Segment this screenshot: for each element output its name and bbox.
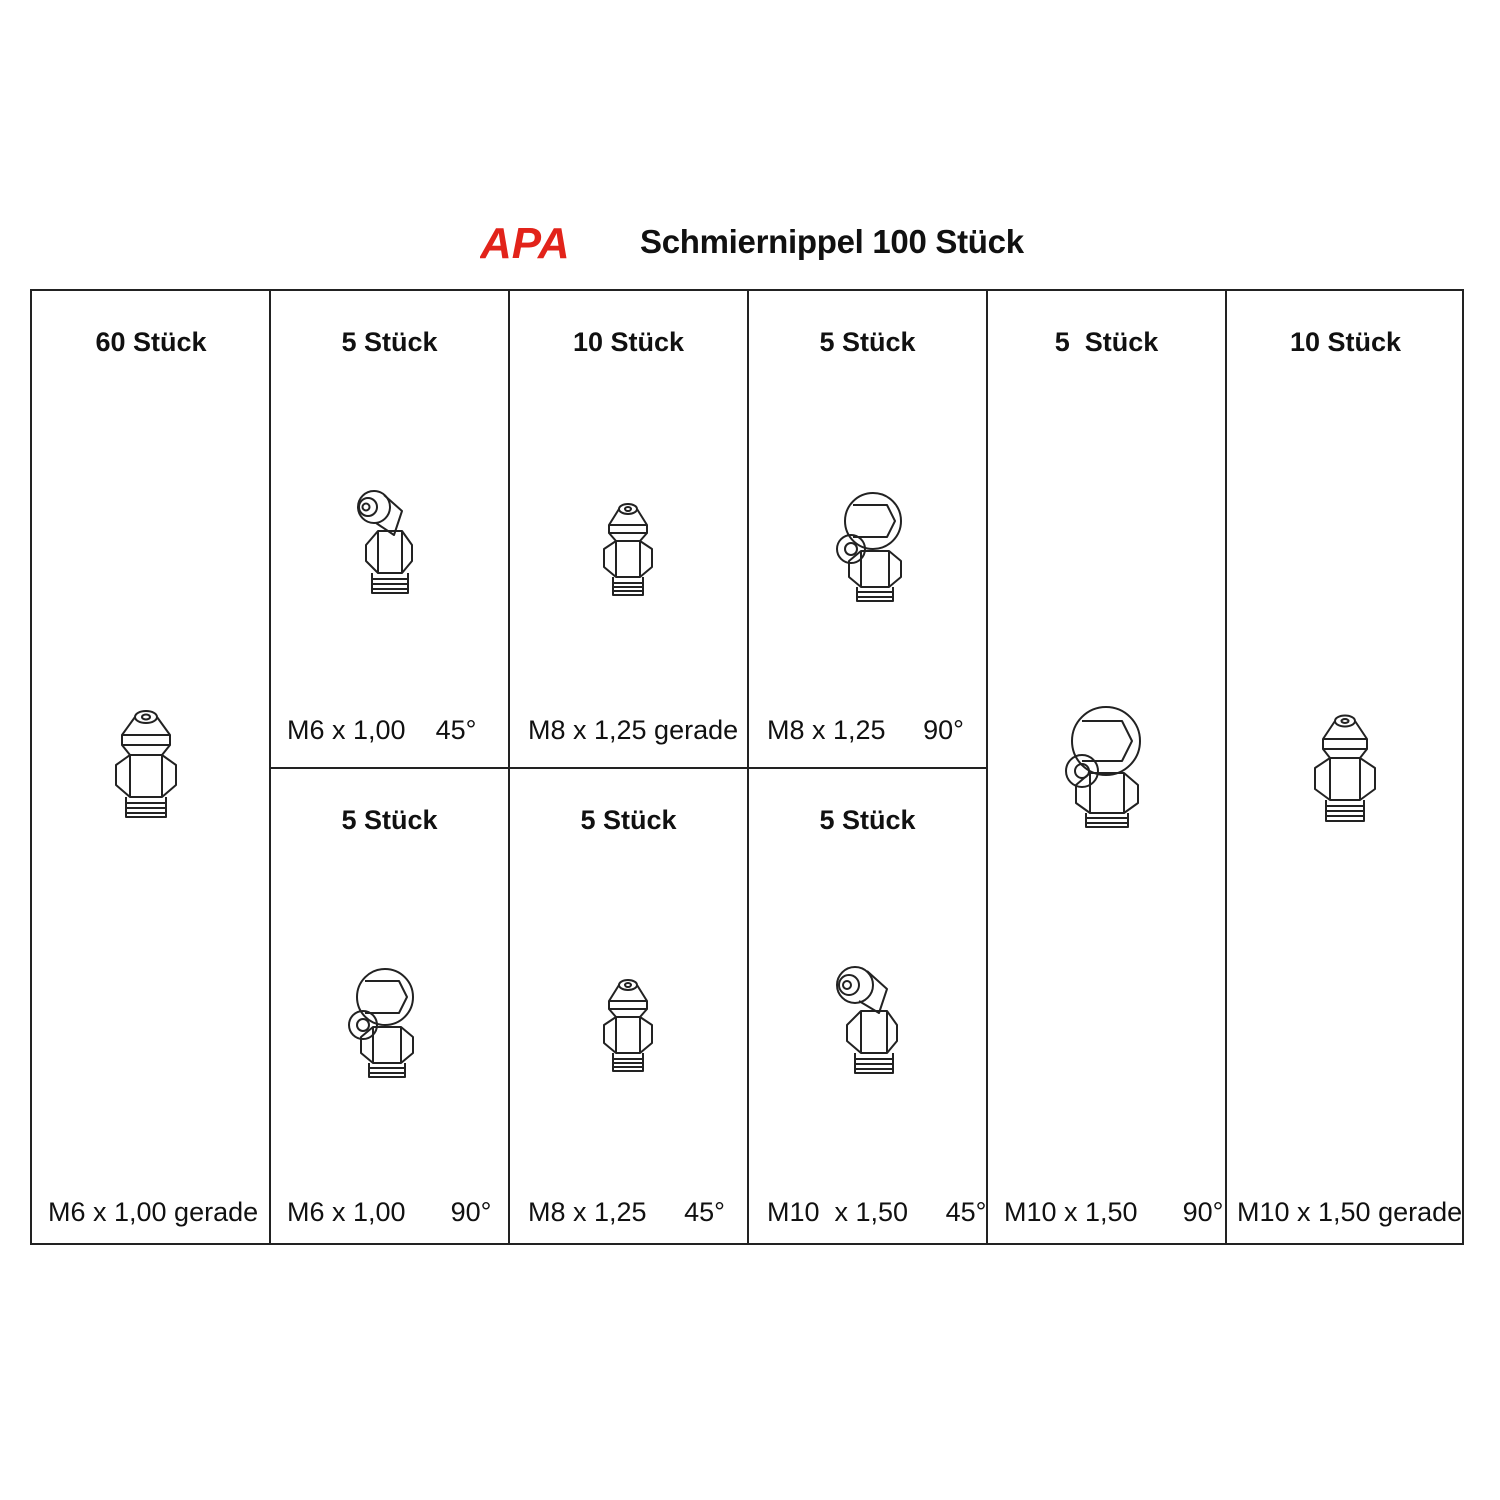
compartment-m8-45 — [510, 769, 747, 1243]
compartment-m10-90 — [988, 291, 1225, 1243]
compartment-m6-45-top — [271, 291, 508, 767]
apa-logo — [480, 220, 570, 262]
quantity-label: 5 Stück — [1054, 327, 1159, 357]
header — [0, 215, 1500, 275]
grease-nipple-90-icon — [343, 967, 427, 1079]
quantity-label: 5 Stück — [341, 327, 438, 357]
spec-label: M10 x 1,50 90° — [1004, 1197, 1224, 1227]
assortment-grid — [30, 289, 1464, 1245]
compartment-m6-90 — [271, 769, 508, 1243]
grease-nipple-45-icon — [346, 487, 426, 599]
spec-label: M10 x 1,50 45° — [767, 1197, 987, 1227]
quantity-label: 5 Stück — [819, 327, 916, 357]
compartment-m10-straight — [1227, 291, 1464, 1243]
quantity-label: 5 Stück — [819, 805, 916, 835]
grease-nipple-45-icon — [827, 963, 911, 1079]
spec-label: M6 x 1,00 gerade — [48, 1197, 259, 1227]
compartment-m8-straight — [510, 291, 747, 767]
grease-nipple-straight-icon — [1307, 711, 1383, 827]
compartment-m8-90 — [749, 291, 986, 767]
compartment-m10-45 — [749, 769, 986, 1243]
quantity-label: 10 Stück — [572, 327, 685, 357]
page-title: Schmiernippel 100 Stück — [640, 223, 1024, 260]
compartment-m6-straight-60 — [32, 291, 270, 1243]
quantity-label: 60 Stück — [95, 327, 207, 357]
grease-nipple-straight-icon — [598, 975, 658, 1075]
svg-text:APA: APA — [480, 220, 570, 262]
grease-nipple-90-icon — [1058, 705, 1152, 829]
spec-label: M8 x 1,25 45° — [528, 1197, 725, 1227]
grease-nipple-straight-icon — [106, 705, 186, 825]
spec-label: M10 x 1,50 gerade — [1237, 1197, 1463, 1227]
grease-nipple-straight-icon — [598, 499, 658, 599]
grease-nipple-90-icon — [831, 491, 915, 603]
spec-label: M6 x 1,00 45° — [287, 715, 477, 745]
quantity-label: 5 Stück — [580, 805, 677, 835]
quantity-label: 10 Stück — [1289, 327, 1402, 357]
spec-label: M8 x 1,25 gerade — [528, 715, 739, 745]
spec-label: M6 x 1,00 90° — [287, 1197, 492, 1227]
quantity-label: 5 Stück — [341, 805, 438, 835]
spec-label: M8 x 1,25 90° — [767, 715, 964, 745]
